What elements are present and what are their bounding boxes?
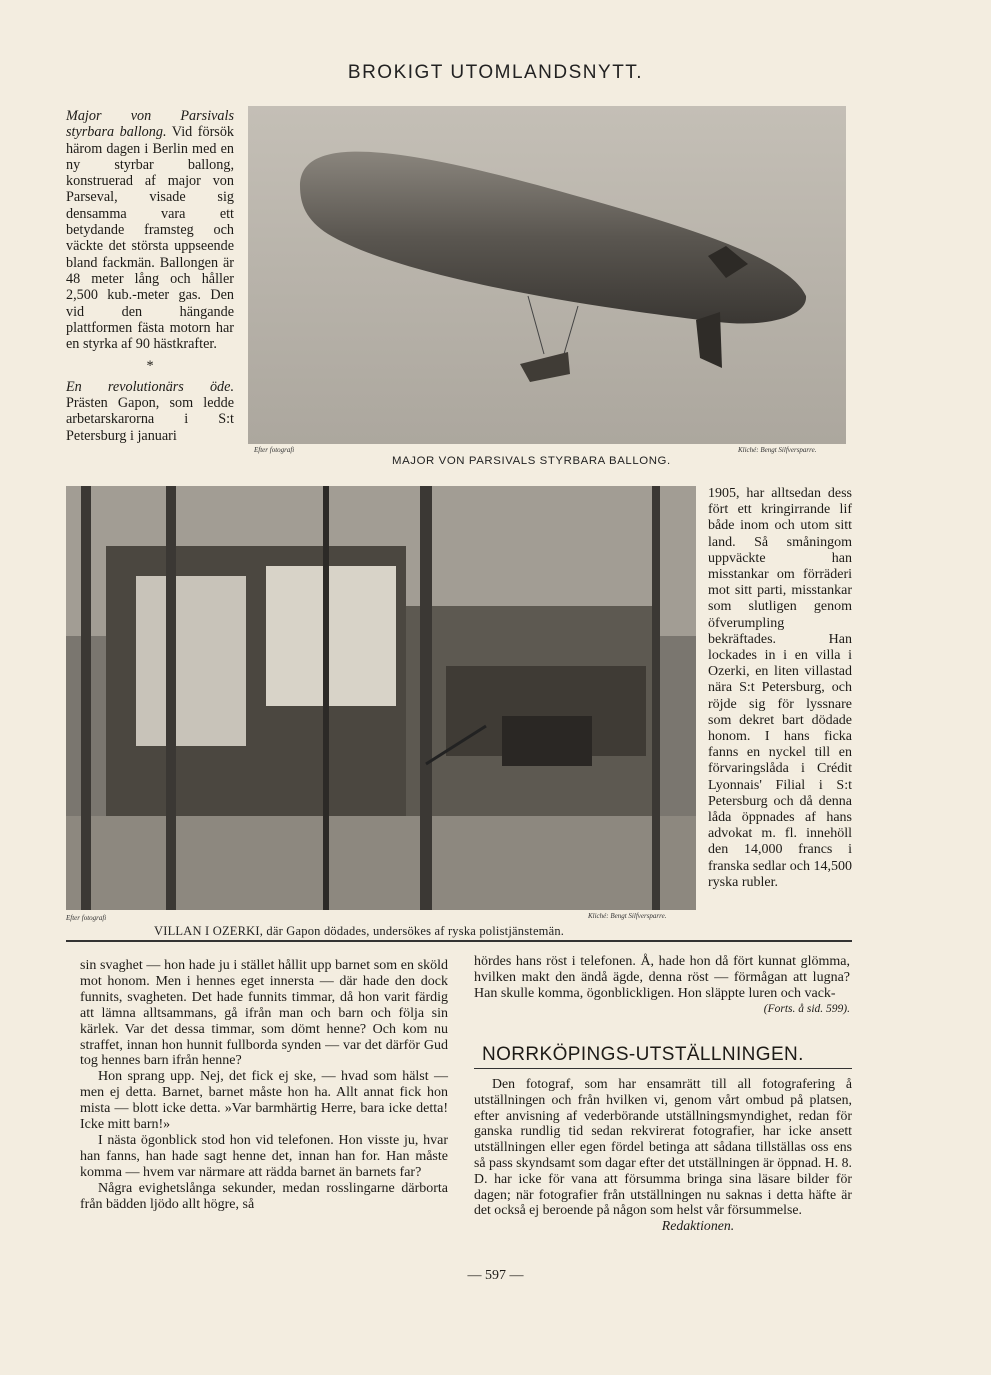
balloon-photo-caption: MAJOR VON PARSIVALS STYRBARA BALLONG.: [392, 455, 671, 467]
page-number: — 597 —: [467, 1268, 524, 1283]
villa-photo-credit-right: Kliché: Bengt Silfversparre.: [588, 912, 667, 920]
exhibition-notice: [474, 1076, 852, 1234]
exhibition-body: Den fotograf, som har ensamrätt till all fotografering å utställningen och från hvilken vi, genom vårt ombud på platsen, efter anvisning af vederbörande utställningsmyndighet, redan för ganska rundlig tid sedan rekvirerat fotografier, har icke ansett utställningen eller egen fördel betinga att sådana tillställas oss ens så pass skyndsamt som dagar efter det utställningen är öppnad. H. 8. D. har icke för vana att försumma bringa sina läsare bilder för dagen; när fotografier från utställningen nu saknas i detta häfte är det också ej beroende på någon som helst vår försummelse.: [474, 1076, 852, 1218]
gapon-article-heading: En revolutionärs öde.: [66, 378, 234, 395]
story-continued-note: (Forts. å sid. 599).: [763, 1002, 850, 1015]
story-column-1: [80, 958, 448, 1213]
balloon-article-heading: Major von Parsivals styrbara ballong.: [66, 108, 234, 141]
section-separator: *: [146, 358, 154, 375]
airship-illustration: [248, 106, 846, 444]
balloon-photo-credit-right: Kliché: Bengt Silfversparre.: [738, 446, 817, 454]
gapon-article-continuation: 1905, har alltsedan dess fört ett kringirrande lif både inom och utom sitt land. Så småningom uppväckte han misstankar om förräderi mot sitt parti, misstankar som slutligen genom öfverumpling bekräftades. Han lockades in i en villa i Ozerki, en liten villastad nära S:t Petersburg, och röjde sig för lyssnare som dekret bart dödade honom. I hans ficka fanns en nyckel till en förvaringslåda i Crédit Lyonnais' Filial i S:t Petersburg och då denna låda öppnades af hans advokat m. fl. innehöll den 14,000 francs i franska sedlar och 14,500 ryska rubler.: [708, 486, 852, 890]
story-paragraph: sin svaghet — hon hade ju i stället hållit upp barnet som en sköld mot honom. Men i hennes eget innersta — där hade den dock funnits, svagheten. Det hade funnits timmar, då hon varit färdig att lämna alltsammans, gå ifrån man och barn och följa sin kärlek. Var det dessa timmar, som dömt henne? Och kom nu straffet, innan hon hunnit fullborda synden — var det därför Gud tog hennes barn ifrån henne?: [80, 958, 448, 1069]
story-paragraph: I nästa ögonblick stod hon vid telefonen. Hon visste ju, hvar han fanns, han hade sagt henne det, innan han for. Han måste komma — hvem var närmare att rädda barnet än barnets far?: [80, 1132, 448, 1180]
villa-illustration: [66, 486, 696, 910]
section-divider: [66, 940, 852, 942]
page-title: BROKIGT UTOMLANDSNYTT.: [347, 62, 644, 83]
story-column-2: [474, 954, 850, 1018]
balloon-article-body: Vid försök härom dagen i Berlin med en ny styrbar ballong, konstruerad af major von Parseval, visade sig densamma vara ett betydande framsteg och väckte det största uppseende bland fackmän. Ballongen är 48 meter lång och håller 2,500 kub.-meter gas. Den vid den hängande plattformen fästa motorn har en styrka af 90 hästkrafter.: [66, 124, 235, 353]
exhibition-heading-underline: [474, 1068, 852, 1069]
balloon-photo: [248, 106, 846, 444]
exhibition-signature: Redaktionen.: [661, 1218, 735, 1234]
exhibition-heading: NORRKÖPINGS-UTSTÄLLNINGEN.: [482, 1044, 804, 1065]
story-paragraph: Hon sprang upp. Nej, det fick ej ske, — hvad som hälst — men ej detta. Barnet, barnet måste hon ha. Allt annat fick hon mista — blott icke detta. »Var barmhärtig Herre, bara icke detta! Icke mitt barn!»: [80, 1069, 448, 1133]
villa-photo: [66, 486, 696, 910]
villa-photo-caption: VILLAN I OZERKI, där Gapon dödades, undersökes af ryska polistjänstemän.: [154, 924, 565, 938]
balloon-photo-credit-left: Efter fotografi: [254, 446, 295, 454]
balloon-article: [66, 108, 234, 444]
story-paragraph: hördes hans röst i telefonen. Å, hade hon då fört kunnat glömma, hvilken makt den ändå ägde, denna röst — förmågan att lugna? Han skulle komma, ögonblickligen. Hon släppte luren och vack-: [474, 954, 850, 1001]
villa-photo-credit-left: Efter fotografi: [66, 914, 107, 922]
story-paragraph: Några evighetslånga sekunder, medan rosslingarne därborta från bädden ljödo allt högre, så: [80, 1180, 448, 1212]
gapon-article-lead: Prästen Gapon, som ledde arbetarskarorna i S:t Petersburg i januari: [66, 395, 234, 444]
